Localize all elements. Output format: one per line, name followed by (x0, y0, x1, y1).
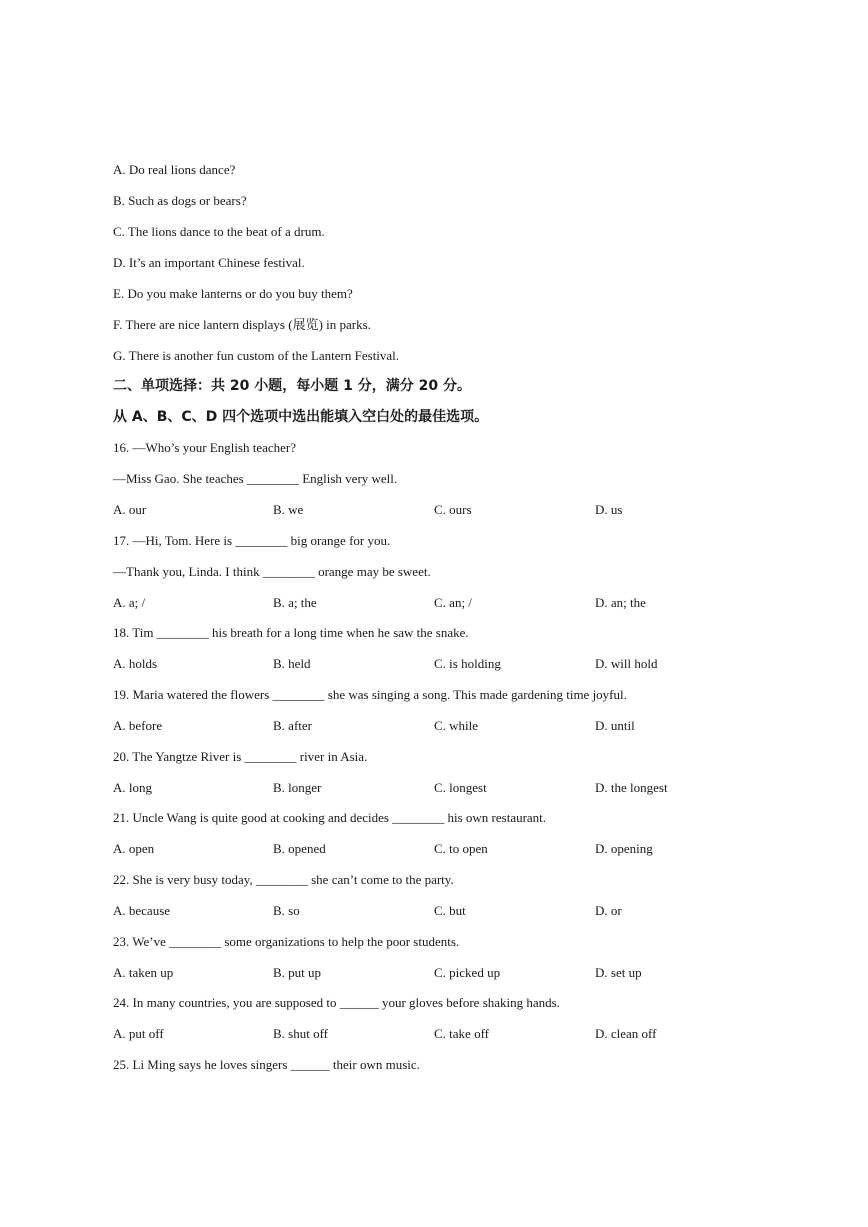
question-24-options (113, 1025, 753, 1043)
option-d: D. clean off (595, 1026, 657, 1041)
option-d: D. until (595, 718, 635, 733)
option-c: C. is holding (434, 656, 501, 671)
option-a: A. before (113, 718, 163, 733)
question-19-options (113, 717, 753, 735)
question-23-options (113, 964, 753, 982)
question-20-stem: 20. The Yangtze River is ________ river in Asia. (113, 749, 368, 764)
matching-option-e: E. Do you make lanterns or do you buy them? (113, 286, 353, 301)
option-c: C. to open (434, 841, 488, 856)
question-16-options (113, 501, 753, 519)
option-b: B. longer (273, 780, 322, 795)
section-title: 二、单项选择：共 20 小题，每小题 1 分，满分 20 分。 (113, 378, 471, 394)
question-16-reply: —Miss Gao. She teaches ________ English very well. (113, 471, 398, 486)
matching-option-d: D. It’s an important Chinese festival. (113, 255, 305, 270)
option-b: B. held (273, 656, 311, 671)
question-24-stem: 24. In many countries, you are supposed to ______ your gloves before shaking hands. (113, 995, 560, 1010)
question-18-stem: 18. Tim ________ his breath for a long time when he saw the snake. (113, 625, 469, 640)
option-d: D. opening (595, 841, 653, 856)
section-instruction: 从 A、B、C、D 四个选项中选出能填入空白处的最佳选项。 (113, 409, 489, 425)
option-b: B. put up (273, 965, 322, 980)
option-a: A. a; / (113, 595, 146, 610)
question-22-stem: 22. She is very busy today, ________ she can’t come to the party. (113, 872, 454, 887)
option-c: C. ours (434, 502, 472, 517)
question-21-options (113, 840, 753, 858)
question-21-stem: 21. Uncle Wang is quite good at cooking and decides ________ his own restaurant. (113, 810, 547, 825)
option-c: C. take off (434, 1026, 489, 1041)
option-d: D. the longest (595, 780, 668, 795)
question-17-reply: —Thank you, Linda. I think ________ orange may be sweet. (113, 564, 431, 579)
option-b: B. a; the (273, 595, 317, 610)
question-23-stem: 23. We’ve ________ some organizations to help the poor students. (113, 934, 460, 949)
option-b: B. after (273, 718, 312, 733)
option-d: D. will hold (595, 656, 658, 671)
question-17-stem: 17. —Hi, Tom. Here is ________ big orange for you. (113, 533, 391, 548)
option-d: D. an; the (595, 595, 646, 610)
question-22-options (113, 902, 753, 920)
option-c: C. picked up (434, 965, 501, 980)
question-16-stem: 16. —Who’s your English teacher? (113, 440, 297, 455)
option-c: C. but (434, 903, 466, 918)
option-c: C. an; / (434, 595, 472, 610)
matching-option-b: B. Such as dogs or bears? (113, 193, 247, 208)
question-19-stem: 19. Maria watered the flowers ________ she was singing a song. This made gardening time joyful. (113, 687, 627, 702)
question-18-options (113, 655, 753, 673)
option-b: B. we (273, 502, 304, 517)
option-a: A. long (113, 780, 152, 795)
question-25-stem: 25. Li Ming says he loves singers ______ their own music. (113, 1057, 420, 1072)
option-a: A. because (113, 903, 171, 918)
question-17-options (113, 594, 753, 612)
option-d: D. or (595, 903, 622, 918)
option-c: C. longest (434, 780, 487, 795)
option-a: A. our (113, 502, 147, 517)
option-a: A. put off (113, 1026, 164, 1041)
matching-option-a: A. Do real lions dance? (113, 162, 236, 177)
option-b: B. shut off (273, 1026, 329, 1041)
option-a: A. open (113, 841, 155, 856)
option-c: C. while (434, 718, 479, 733)
question-20-options (113, 779, 753, 797)
option-b: B. opened (273, 841, 326, 856)
matching-option-g: G. There is another fun custom of the Lantern Festival. (113, 348, 400, 363)
matching-option-c: C. The lions dance to the beat of a drum. (113, 224, 325, 239)
option-b: B. so (273, 903, 300, 918)
option-d: D. set up (595, 965, 642, 980)
matching-option-f: F. There are nice lantern displays (展览) in parks. (113, 317, 371, 332)
option-a: A. holds (113, 656, 158, 671)
option-d: D. us (595, 502, 623, 517)
option-a: A. taken up (113, 965, 174, 980)
